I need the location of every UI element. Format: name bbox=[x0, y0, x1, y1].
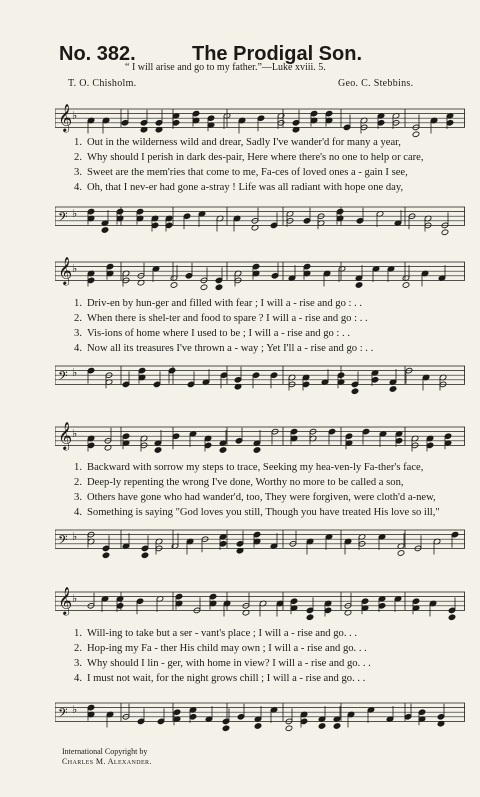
music-composer: Geo. C. Stebbins. bbox=[338, 78, 414, 89]
verse-number: 3. bbox=[74, 328, 82, 339]
verse-number: 4. bbox=[74, 507, 82, 518]
verse-number: 2. bbox=[74, 643, 82, 654]
bass-staff-system-2 bbox=[55, 352, 465, 398]
verse-number: 1. bbox=[74, 298, 82, 309]
verse-number: 3. bbox=[74, 167, 82, 178]
verse-line bbox=[68, 475, 466, 490]
svg-text:♭: ♭ bbox=[72, 207, 78, 221]
verse-number: 3. bbox=[74, 658, 82, 669]
verse-lyrics: Out in the wilderness wild and drear, Sadly I've wander'd for many a year, bbox=[87, 137, 401, 148]
verse-line bbox=[68, 135, 466, 150]
verse-number: 2. bbox=[74, 152, 82, 163]
verse-lyrics: Driv-en by hun-ger and filled with fear ; I will a - rise and go : . . bbox=[87, 298, 363, 309]
svg-text:𝄞: 𝄞 bbox=[58, 586, 73, 615]
scripture-reference: “ I will arise and go to my father.”—Luke xviii. 5. bbox=[125, 62, 326, 73]
verse-line bbox=[68, 165, 466, 180]
svg-text:♭: ♭ bbox=[72, 109, 78, 123]
svg-text:𝄢: 𝄢 bbox=[58, 209, 68, 228]
verse-line bbox=[68, 150, 466, 165]
svg-text:𝄞: 𝄞 bbox=[58, 421, 73, 450]
treble-staff-system-3 bbox=[55, 410, 465, 462]
verse-lyrics: Hop-ing my Fa - ther His child may own ; I will a - rise and go. . . bbox=[87, 643, 367, 654]
svg-text:♭: ♭ bbox=[72, 703, 78, 717]
svg-text:𝄢: 𝄢 bbox=[58, 368, 68, 387]
verse-line bbox=[68, 296, 466, 311]
verse-line bbox=[68, 326, 466, 341]
verse-number: 1. bbox=[74, 137, 82, 148]
svg-text:𝄞: 𝄞 bbox=[58, 103, 73, 132]
verse-block-system-3 bbox=[68, 460, 466, 520]
verse-block-system-4 bbox=[68, 626, 466, 686]
verse-lyrics: Something is saying "God loves you still, Though you have treated His love so ill," bbox=[87, 507, 440, 518]
verse-block-system-2 bbox=[68, 296, 466, 356]
svg-text:♭: ♭ bbox=[72, 427, 78, 441]
copyright-holder: Charles M. Alexander. bbox=[62, 757, 152, 766]
verse-lyrics: I must not wait, for the night grows chill ; I will a - rise and go. . . bbox=[87, 673, 366, 684]
verse-number: 1. bbox=[74, 628, 82, 639]
verse-line bbox=[68, 460, 466, 475]
svg-text:♭: ♭ bbox=[72, 262, 78, 276]
verse-number: 4. bbox=[74, 673, 82, 684]
verse-lyrics: Sweet are the mem'ries that come to me, Fa-ces of loved ones a - gain I see, bbox=[87, 167, 408, 178]
verse-line bbox=[68, 626, 466, 641]
verse-lyrics: Vis-ions of home where I used to be ; I will a - rise and go : . . bbox=[87, 328, 350, 339]
verse-lyrics: Oh, that I nev-er had gone a-stray ! Life was all radiant with hope one day, bbox=[87, 182, 404, 193]
words-author: T. O. Chisholm. bbox=[68, 78, 137, 89]
verse-block-system-1 bbox=[68, 135, 466, 195]
svg-text:♭: ♭ bbox=[72, 592, 78, 606]
bass-staff-system-4 bbox=[55, 688, 465, 736]
treble-staff-system-2 bbox=[55, 246, 465, 296]
svg-text:𝄞: 𝄞 bbox=[58, 256, 73, 285]
verse-lyrics: When there is shel-ter and food to spare ? I will a - rise and go : . . bbox=[87, 313, 368, 324]
copyright-line: International Copyright by bbox=[62, 747, 148, 756]
svg-text:𝄢: 𝄢 bbox=[58, 705, 68, 724]
verse-line bbox=[68, 490, 466, 505]
verse-number: 3. bbox=[74, 492, 82, 503]
verse-lyrics: Deep-ly repenting the wrong I've done, Worthy no more to be called a son, bbox=[87, 477, 404, 488]
verse-line bbox=[68, 311, 466, 326]
svg-text:♭: ♭ bbox=[72, 530, 78, 544]
treble-staff-system-4 bbox=[55, 576, 465, 626]
bass-staff-system-1 bbox=[55, 194, 465, 238]
hymn-number: No. 382. bbox=[59, 43, 136, 65]
verse-line bbox=[68, 641, 466, 656]
verse-number: 4. bbox=[74, 182, 82, 193]
verse-number: 2. bbox=[74, 477, 82, 488]
copyright-notice bbox=[62, 747, 152, 767]
verse-lyrics: Others have gone who had wander'd, too, They were forgiven, were cloth'd a-new, bbox=[87, 492, 436, 503]
verse-number: 4. bbox=[74, 343, 82, 354]
verse-lyrics: Backward with sorrow my steps to trace, Seeking my hea-ven-ly Fa-ther's face, bbox=[87, 462, 424, 473]
verse-lyrics: Why should I lin - ger, with home in view? I will a - rise and go. . . bbox=[87, 658, 371, 669]
verse-lyrics: Why should I perish in dark des-pair, Here where there's no one to help or care, bbox=[87, 152, 424, 163]
verse-line bbox=[68, 656, 466, 671]
hymn-title: The Prodigal Son. bbox=[192, 43, 363, 65]
verse-number: 2. bbox=[74, 313, 82, 324]
verse-lyrics: Will-ing to take but a ser - vant's place ; I will a - rise and go. . . bbox=[87, 628, 358, 639]
verse-line bbox=[68, 180, 466, 195]
bass-staff-system-3 bbox=[55, 516, 465, 562]
svg-text:♭: ♭ bbox=[72, 366, 78, 380]
verse-line bbox=[68, 671, 466, 686]
svg-text:𝄢: 𝄢 bbox=[58, 532, 68, 551]
verse-lyrics: Now all its treasures I've thrown a - way ; Yet I'll a - rise and go : . . bbox=[87, 343, 374, 354]
verse-number: 1. bbox=[74, 462, 82, 473]
